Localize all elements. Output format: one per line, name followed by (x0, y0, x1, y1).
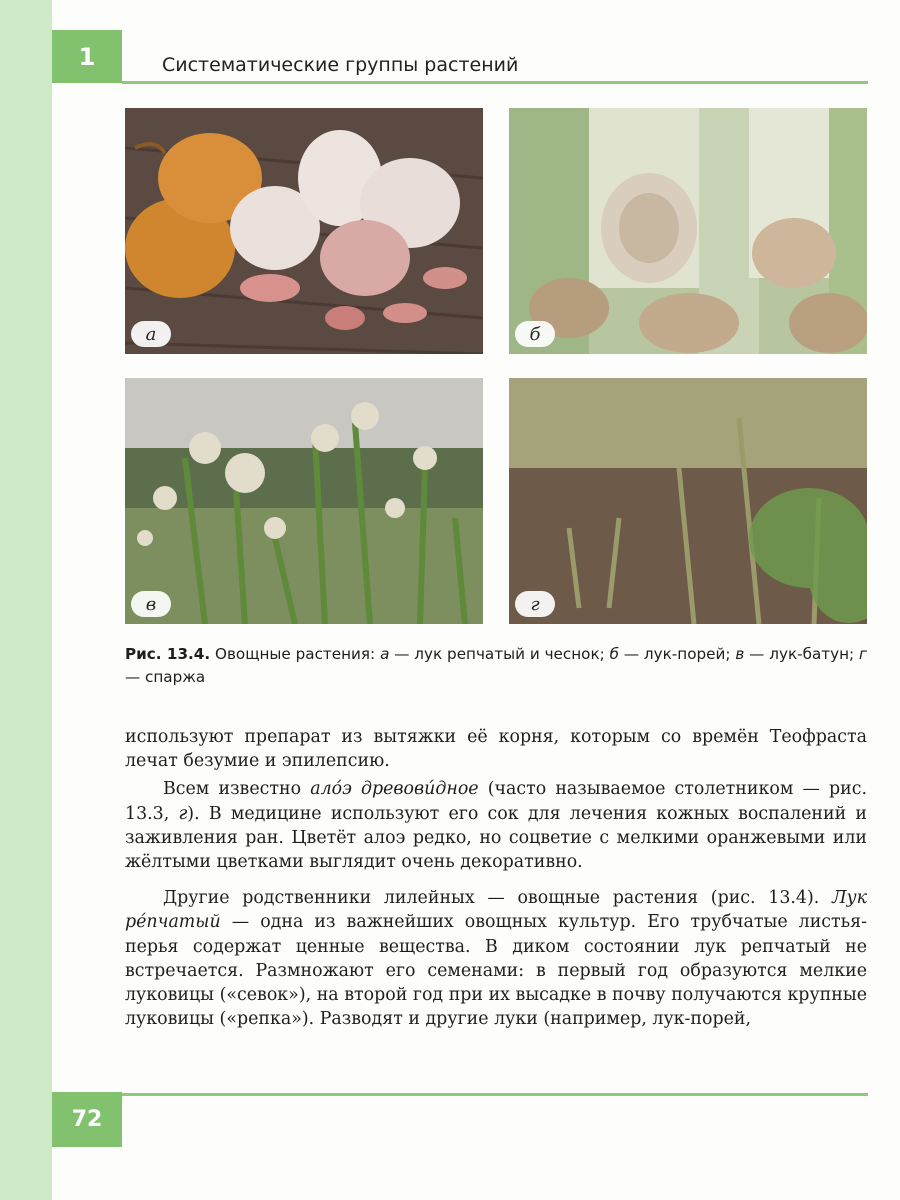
caption-letter-b: б (609, 645, 619, 663)
caption-text-v: — лук-батун; (744, 645, 860, 663)
caption-text: Овощные растения: (210, 645, 381, 663)
paragraph-continued: используют препарат из вытяжки её корня, которым со времён Теофраста лечат безумие и эпилепсию. (125, 727, 867, 772)
header-divider (122, 81, 868, 84)
paragraph-aloe (125, 777, 867, 874)
panel-label-b: б (515, 321, 555, 347)
body-text (125, 725, 867, 1031)
aloe-text-mid: (часто называемое столетником — рис. 13.3, (125, 779, 867, 824)
caption-text-b: — лук-порей; (619, 645, 736, 663)
aloe-text-end: ). В медицине используют его сок для лечения кожных воспалений и заживления ран. Цветёт алоэ редко, но соцветие с мелкими оранжевыми или жёлтыми цветками выглядит очень декоративно. (125, 803, 868, 873)
left-margin-band (0, 0, 52, 1200)
panel-label-g: г (515, 591, 555, 617)
vegetables-text-start: Другие родственники лилейных — овощные растения (рис. 13.4). (163, 888, 832, 909)
footer-divider (122, 1093, 868, 1096)
caption-letter-v: в (735, 645, 745, 663)
paragraph-vegetables (125, 886, 867, 1031)
chapter-number: 1 (52, 30, 122, 83)
aloe-term: ало́э древови́дное (310, 779, 479, 800)
caption-letter-a: а (380, 645, 390, 663)
onion-term: Лук ре́пчатый (125, 888, 867, 933)
photo-leek (509, 108, 867, 354)
aloe-figure-ref: г (178, 803, 188, 824)
caption-letter-g: г (859, 645, 868, 663)
photo-bunching-onion (125, 378, 483, 624)
panel-label-v: в (131, 591, 171, 617)
figure-photo-grid (125, 108, 867, 626)
running-title: Систематические группы растений (162, 54, 519, 76)
caption-text-a: — лук репчатый и чеснок; (389, 645, 610, 663)
panel-label-a: а (131, 321, 171, 347)
vegetables-text-end: — одна из важнейших овощных культур. Его трубчатые листья-перья содержат ценные вещества. В диком состоянии лук репчатый не встречается. Размножают его семенами: в первый год образуются мелкие луковицы («севок»), на второй год при их высадке в почву получаются крупные луковицы («репка»). Разводят и другие луки (например, лук-порей, (125, 912, 867, 1030)
aloe-text-start: Всем известно (163, 779, 311, 800)
caption-label: Рис. 13.4. (125, 645, 211, 663)
photo-asparagus (509, 378, 867, 624)
photo-onion-garlic (125, 108, 483, 354)
figure-caption (125, 643, 867, 689)
page-number: 72 (52, 1092, 122, 1147)
page-header (52, 30, 868, 85)
page-footer (0, 1092, 900, 1200)
caption-text-g: — спаржа (125, 668, 206, 686)
